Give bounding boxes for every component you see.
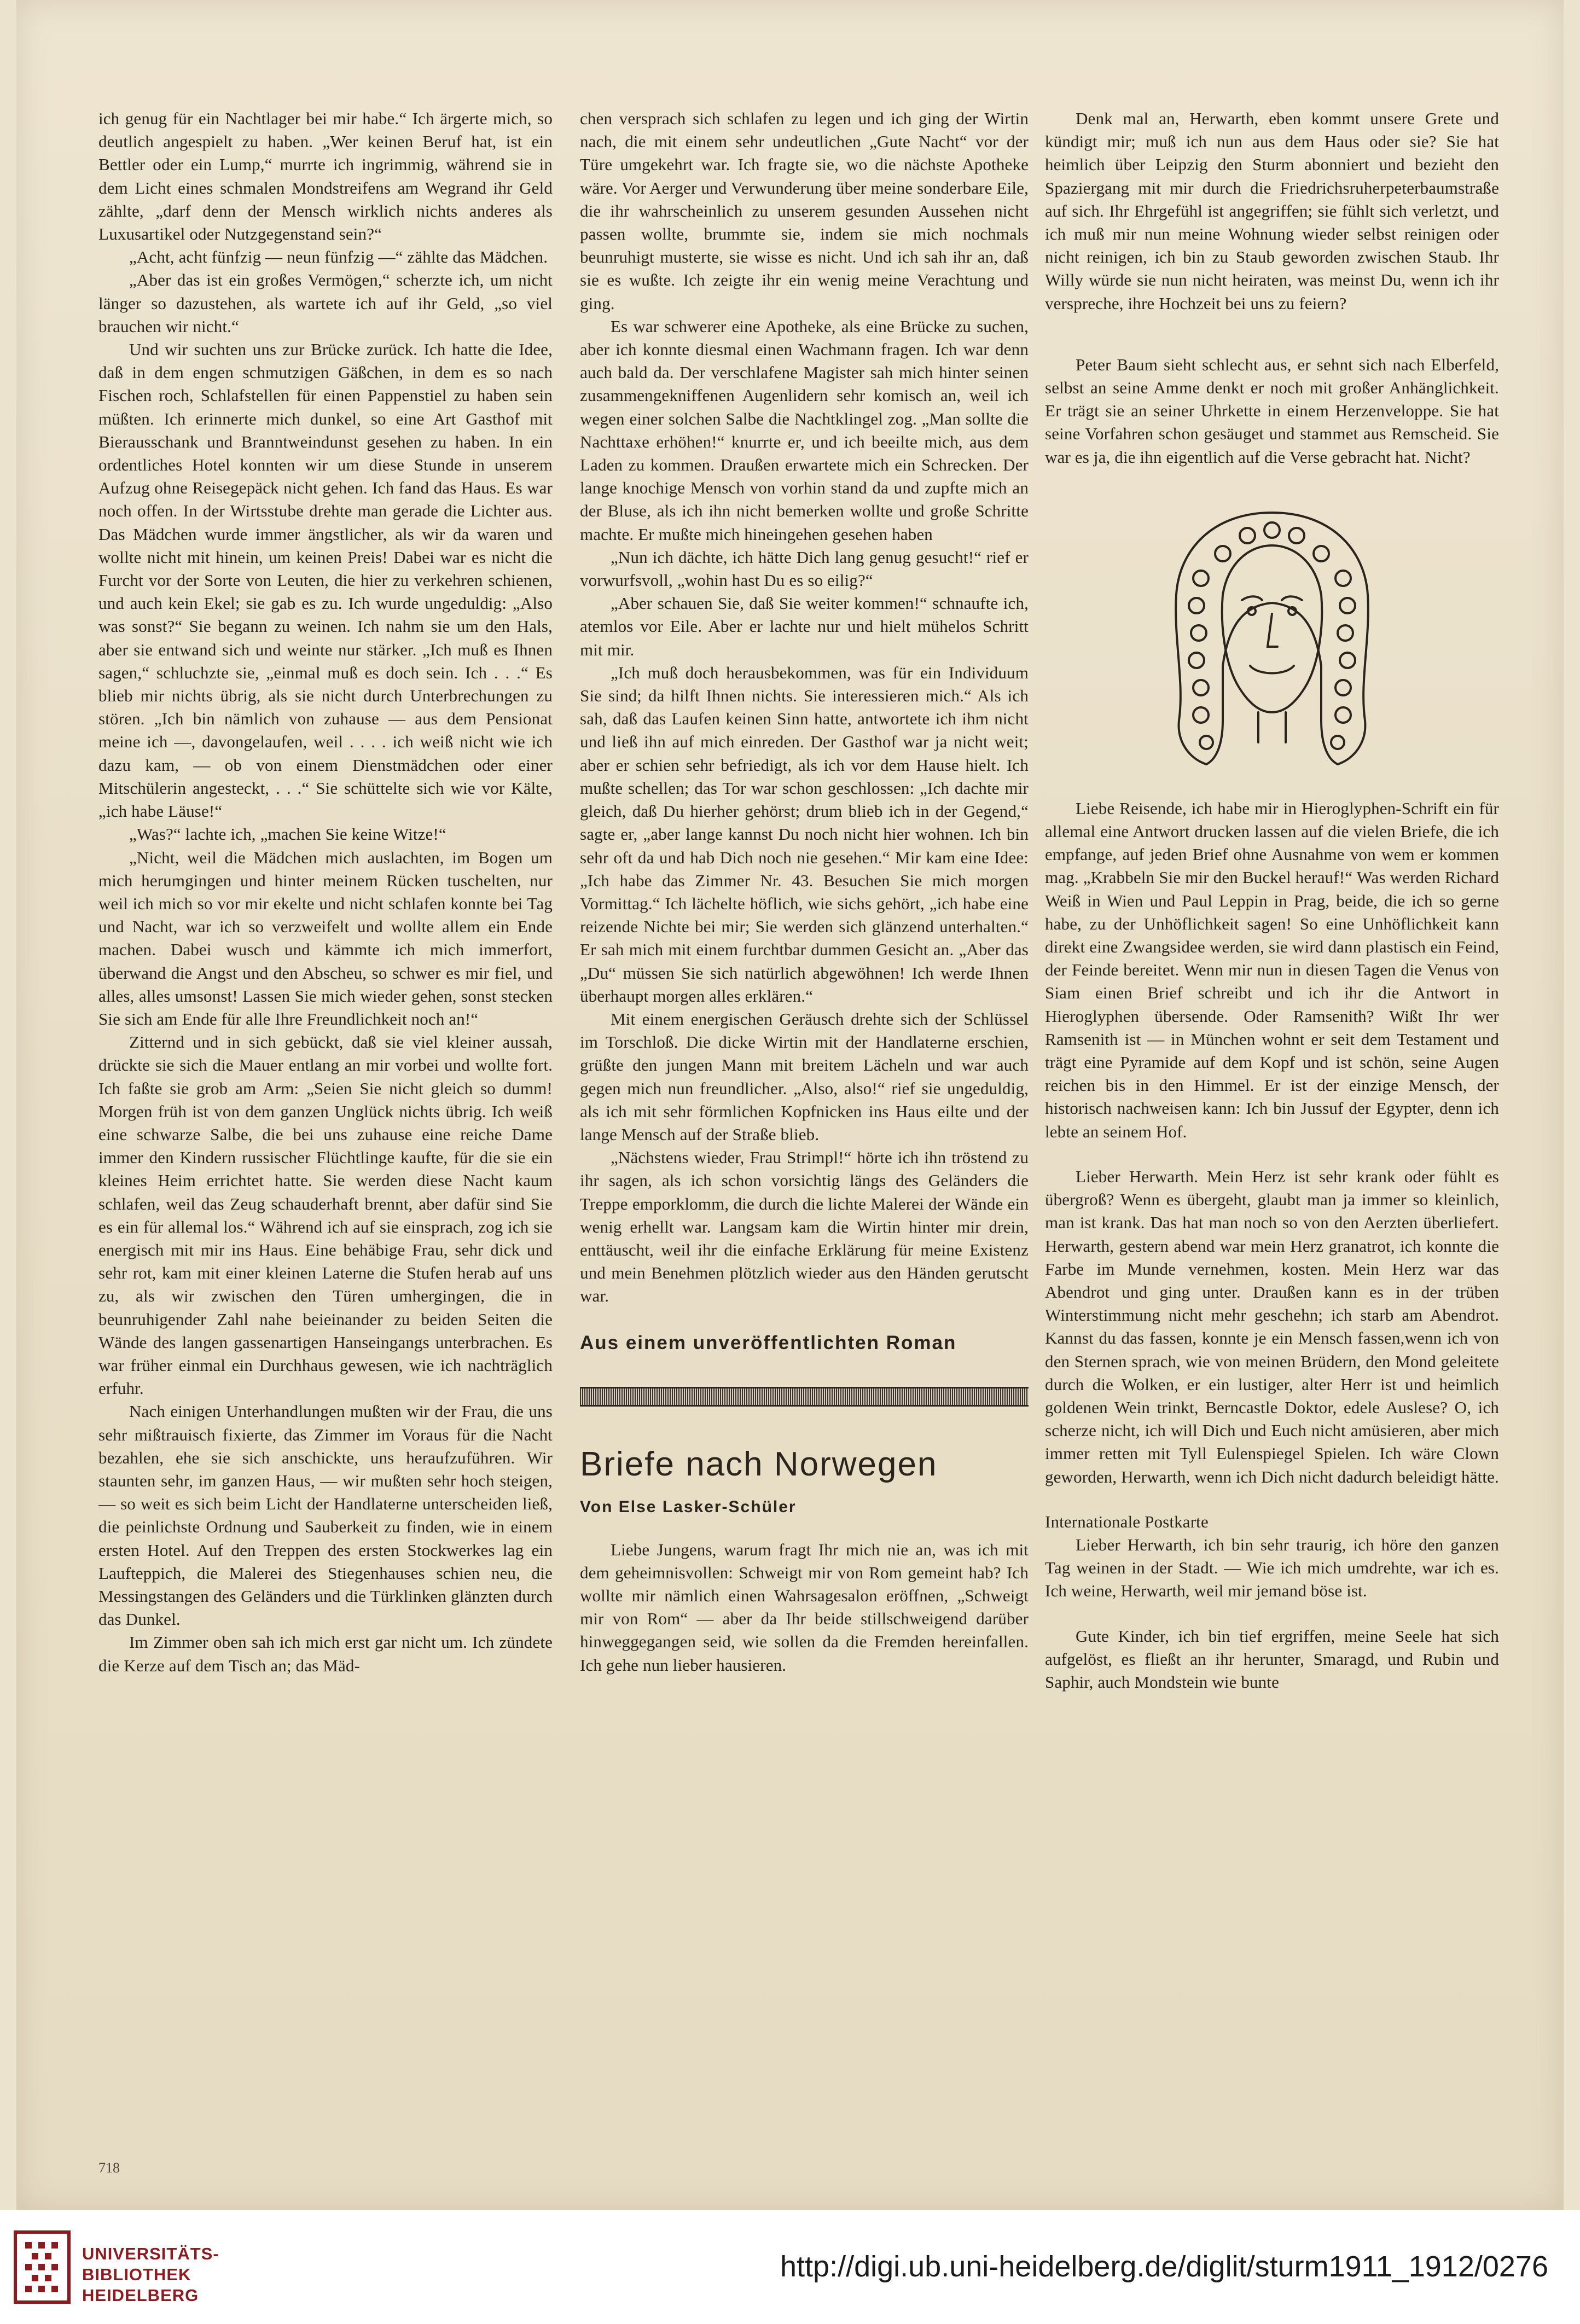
- paragraph: Und wir suchten uns zur Brücke zurück. Ich hatte die Idee, daß in dem engen schmutzigen Gäßchen, in dem es so nach Fischen roch, Schlafstellen für einen Pappenstiel zu haben sein müßten. Ich erinnerte mich dunkel, so eine Art Gasthof mit Bierausschank und Branntweindunst gesehen zu haben. In ein ordentliches Hotel konnten wir um diese Stunde in unserem Aufzug ohne Reisegepäck nicht gehen. Ich fand das Haus. Es war noch offen. In der Wirtsstube drehte man gerade die Lichter aus. Das Mädchen wurde immer ängstlicher, als wir da waren und wollte nicht mit hinein, um keinen Preis! Dabei war es nicht die Furcht vor der Sorte von Leuten, die hier zu verkehren schienen, und auch kein Ekel; sie gab es zu. Ich wurde ungeduldig: „Also was sonst?“ Sie begann zu weinen. Ich nahm sie um den Hals, aber sie entwand sich und weinte nur stärker. „Ich muß es Ihnen sagen,“ schluchzte sie, „einmal muß es doch sein. Ich . . .“ Es blieb mir nichts übrig, als sie nicht durch Unterbrechungen zu stören. „Ich bin nämlich von zuhause — aus dem Pensionat meine ich —, davongelaufen, weil . . . . ich weiß nicht wie ich dazu kam, — ob von einem Dienstmädchen oder einer Mitschülerin angesteckt, . . .“ Sie schüttelte sich wie vor Kälte, „ich habe Läuse!“: [98, 340, 553, 821]
- article-byline: Von Else Lasker-Schüler: [580, 1497, 797, 1516]
- paragraph: Peter Baum sieht schlecht aus, er sehnt sich nach Elberfeld, selbst an seine Amme denkt er noch mit großer Anhänglichkeit. Er trägt sie an seiner Uhrkette in einem Herzenveloppe. Sie hat seine Vorfahren schon gesäuget und stammet aus Remscheid. Sie war es ja, die ihn eigentlich auf die Verse gebracht hat. Nicht?: [1045, 355, 1499, 467]
- paragraph: Lieber Herwarth. Mein Herz ist sehr krank oder fühlt es übergroß? Wenn es übergeht, glaubt man ja immer so kleinlich, man ist krank. Das hat man noch so von den Aerzten überliefert. Herwarth, gestern abend war mein Herz granatrot, ich konnte die Farbe im Munde vernehmen, kosten. Mein Herz war das Abendrot und ging unter. Draußen kann es in der trüben Winterstimmung nicht mehr geschehn; ich starb am Abendrot. Kannst du das fassen, konnte je ein Mensch fassen,wenn ich von den Sternen sprach, wie von meinen Brüdern, den Mond geleitete durch die Wolken, er ein lustiger, alter Herr ist und heimlich goldenen Wein trinkt, Berncastle Doktor, edele Auslese? O, ich scherze nicht, ich will Dich und Euch nicht amüsieren, aber mich immer retten mit Tyll Eulenspiegel Spielen. Ich wäre Clown geworden, Herwarth, wenn ich Dich nicht dadurch beleidigt hätte.: [1045, 1166, 1499, 1486]
- paragraph: „Nun ich dächte, ich hätte Dich lang genug gesucht!“ rief er vorwurfsvoll, „wohin hast Du es so eilig?“: [580, 547, 1029, 590]
- paragraph: „Nicht, weil die Mädchen mich auslachten, im Bogen um mich herumgingen und hinter meinem Rücken tuschelten, nur weil ich mich so vor mir ekelte und nicht schlafen konnte bei Tag und Nacht, war ich so verzweifelt und wollte allem ein Ende machen. Dabei wusch und kämmte ich mich immerfort, überwand die Angst und den Abscheu, so schwer es mir fiel, und alles, alles umsonst! Lassen Sie mich wieder gehen, sonst stecken Sie sich am Ende für alle Ihre Freundlichkeit noch an!“: [98, 847, 553, 1029]
- paragraph: Zitternd und in sich gebückt, daß sie viel kleiner aussah, drückte sie sich die Mauer entlang an mir vorbei und wollte fort. Ich faßte sie grob am Arm: „Seien Sie nicht gleich so dumm! Morgen früh ist von dem ganzen Unglück nichts übrig. Ich weiß eine schwarze Salbe, die bei uns zuhause eine reiche Dame immer den Kindern russischer Flüchtlinge kaufte, für die sie ein kleines Heim errichtet hatte. Sie werden diese Nacht kaum schlafen, weil das Zeug schauderhaft brennt, aber dafür sind Sie es ein für allemal los.“ Während ich auf sie einsprach, zog ich sie energisch mit mir ins Haus. Eine behäbige Frau, sehr dick und sehr rot, kam mit einer kleinen Laterne die Stufen herab auf uns zu, als wir zwischen den Türen umhergingen, die in beunruhigender Zahl nahe beieinander zu beiden Seiten die Wände des langen gassenartigen Hanseingangs unterbrachen. Es war früher einmal ein Durchhaus gewesen, wie ich nachträglich erfuhr.: [98, 1032, 553, 1398]
- paragraph: chen versprach sich schlafen zu legen und ich ging der Wirtin nach, die mit einem sehr undeutlichen „Gute Nacht“ vor der Türe umgekehrt war. Ich fragte sie, wo die nächste Apotheke wäre. Vor Aerger und Verwunderung über meine sonderbare Eile, die ihr wahrscheinlich zu unserem gesunden Aussehen nicht passen wollte, brummte sie, indem sie mich nochmals beunruhigt musterte, sie wisse es nicht. Und ich sah ihr an, daß sie es wußte. Ich zeigte ihr ein wenig meine Verachtung und ging.: [580, 109, 1029, 313]
- portrait-drawing: [1146, 502, 1398, 775]
- story-caption: Aus einem unveröffentlichten Roman: [580, 1332, 957, 1353]
- paragraph: Lieber Herwarth, ich bin sehr traurig, ich höre den ganzen Tag weinen in der Stadt. — Wie ich mich umdrehte, war ich es. Ich weine, Herwarth, weil mir jemand böse ist.: [1045, 1535, 1499, 1601]
- paragraph: Es war schwerer eine Apotheke, als eine Brücke zu suchen, aber ich konnte diesmal einen Wachmann fragen. Ich war denn auch bald da. Der verschlafene Magister sah mich hinter seinen zusammengekniffenen Augenlidern sehr komisch an, weil ich wegen einer solchen Salbe die Nachtklingel zog. „Man sollte die Nachttaxe erhöhen!“ knurrte er, und ich beeilte mich, aus dem Laden zu kommen. Draußen erwartete mich ein Schrecken. Der lange knochige Mensch von vorhin stand da und zupfte mich an der Bluse, als ich ihn nicht bemerken wollte und große Schritte machte. Er mußte mich hineingehen gesehen haben: [580, 316, 1029, 544]
- paragraph: „Acht, acht fünfzig — neun fünfzig —“ zählte das Mädchen.: [129, 247, 548, 267]
- paragraph: Liebe Reisende, ich habe mir in Hieroglyphen-Schrift ein für allemal eine Antwort drucken lassen auf die vielen Briefe, die ich empfange, auf jeden Brief ohne Ausnahme von wem er kommen mag. „Krabbeln Sie mir den Buckel herauf!“ Was werden Richard Weiß in Wien und Paul Leppin in Prag, beide, die ich so gerne habe, zu der Unhöflichkeit sagen! So eine Unhöflichkeit kann direkt eine Zwangsidee werden, sie wird dann plastisch ein Feind, der Feinde bereitet. Wenn mir nun in diesen Tagen die Venus von Siam einen Brief schreibt und ich ihr die Antwort in Hieroglyphen übersende. Oder Ramsenith? Wißt Ihr wer Ramsenith ist — in München wohnt er seit dem Testament und trägt eine Pyramide auf dem Kopf und ist schön, seine Augen reichen bis in den Himmel. Er ist der einzige Mensch, der historisch nachweisen kann: Ich bin Jussuf der Egypter, denn ich lebte an seinem Hof.: [1045, 798, 1499, 1141]
- paragraph: Gute Kinder, ich bin tief ergriffen, meine Seele hat sich aufgelöst, es fließt an ihr herunter, Smaragd, und Rubin und Saphir, auch Mondstein wie bunte: [1045, 1626, 1499, 1692]
- column-middle: [580, 107, 1029, 2153]
- article-headline: Briefe nach Norwegen: [580, 1445, 938, 1483]
- paragraph: Im Zimmer oben sah ich mich erst gar nicht um. Ich zündete die Kerze auf dem Tisch an; das Mäd-: [98, 1632, 553, 1675]
- library-name-line3: HEIDELBERG: [82, 2286, 199, 2305]
- paragraph: Nach einigen Unterhandlungen mußten wir der Frau, die uns sehr mißtrauisch fixierte, das Zimmer im Voraus für die Nacht bezahlen, ehe sie sich anschickte, uns heraufzuführen. Wir staunten sehr, im ganzen Haus, — wir mußten sehr hoch steigen, — so weit es sich beim Licht der Handlaterne unterscheiden ließ, die peinlichste Ordnung und Sauberkeit zu finden, wie in einem ersten Hotel. Auf den Treppen des ersten Stockwerkes lag ein Laufteppich, die Malerei des Stiegenhauses schien neu, die Messingstangen des Geländers und die Türklinken glänzten durch das Dunkel.: [98, 1402, 553, 1629]
- page-number: 718: [98, 2160, 120, 2176]
- paragraph: „Was?“ lachte ich, „machen Sie keine Witze!“: [129, 824, 446, 844]
- university-seal-icon: [12, 2229, 72, 2305]
- column-right: [1045, 107, 1499, 2153]
- source-url[interactable]: http://digi.ub.uni-heidelberg.de/diglit/sturm1911_1912/0276: [780, 2250, 1548, 2283]
- library-name-line2: BIBLIOTHEK: [82, 2265, 191, 2284]
- ornamental-divider: [580, 1387, 1029, 1407]
- newspaper-page: [16, 0, 1564, 2210]
- paragraph: Liebe Jungens, warum fragt Ihr mich nie an, was ich mit dem geheimnisvollen: Schweigt mir von Rom gemeint hab? Ich wollte mir nämlich einen Wahrsagesalon eröffnen, „Schweigt mir von Rom“ — aber da Ihr beide stillschweigend darüber hinweggegangen seid, wie sollen da die Fremden hereinfallen. Ich gehe nun lieber hausieren.: [580, 1539, 1029, 1675]
- paragraph: „Aber das ist ein großes Vermögen,“ scherzte ich, um nicht länger so dazustehen, als wartete ich auf ihr Geld, „so viel brauchen wir nicht.“: [98, 270, 553, 336]
- paragraph: „Aber schauen Sie, daß Sie weiter kommen!“ schnaufte ich, atemlos vor Eile. Aber er lachte nur und hielt mühelos Schritt mit mir.: [580, 594, 1029, 659]
- postcard-heading: Internationale Postkarte: [1045, 1512, 1209, 1531]
- library-name-line1: UNIVERSITÄTS-: [82, 2244, 219, 2263]
- paragraph: „Nächstens wieder, Frau Strimpl!“ hörte ich ihn tröstend zu ihr sagen, als ich schon vorsichtig längs des Geländers die Treppe emporklomm, die durch die lichte Malerei der Wände ein wenig erhellt war. Langsam kam die Wirtin hinter mir drein, enttäuscht, weil ihr die einfache Erklärung für meine Existenz und mein Benehmen plötzlich wieder aus den Händen gerutscht war.: [580, 1148, 1029, 1306]
- paragraph: „Ich muß doch herausbekommen, was für ein Individuum Sie sind; da hilft Ihnen nichts. Sie interessieren mich.“ Als ich sah, daß das Laufen keinen Sinn hatte, antwortete ich ihm nicht und ließ ihn auf mich einreden. Der Gasthof war ja nicht weit; aber er schien sehr befriedigt, als ich vor dem Hause hielt. Ich mußte schellen; das Tor war schon geschlossen: „Ich dachte mir gleich, daß Du hierher gehörst; drum blieb ich in der Gegend,“ sagte er, „aber lange kannst Du noch nicht hier wohnen. Ich bin sehr oft da und hab Dich noch nie gesehen.“ Mir kam eine Idee: „Ich habe das Zimmer Nr. 43. Besuchen Sie mich morgen Vormittag.“ Ich lächelte höflich, wie sichs gehört, „ich habe eine reizende Nichte bei mir; Sie werden sich glänzend unterhalten.“ Er sah mich mit einem furchtbar dummen Gesicht an. „Aber das „Du“ müssen Sie sich natürlich abgewöhnen! Ich werde Ihnen überhaupt morgen alles erklären.“: [580, 663, 1029, 1006]
- column-left: [98, 107, 553, 2153]
- paragraph: ich genug für ein Nachtlager bei mir habe.“ Ich ärgerte mich, so deutlich angespielt zu haben. „Wer keinen Beruf hat, ist ein Bettler oder ein Lump,“ murrte ich ingrimmig, während sie in dem Licht eines schmalen Mondstreifens am Wegrand ihr Geld zählte, „darf denn der Mensch wirklich nichts anderes als Luxusartikel oder Nutzgegenstand sein?“: [98, 109, 553, 244]
- paragraph: Mit einem energischen Geräusch drehte sich der Schlüssel im Torschloß. Die dicke Wirtin mit der Handlaterne erschien, grüßte den jungen Mann mit breitem Lächeln und war auch gegen mich nun freundlicher. „Also, also!“ rief sie ungeduldig, als ich mit sehr förmlichen Kopfnicken ins Haus eilte und der lange Mensch auf der Straße blieb.: [580, 1009, 1029, 1144]
- paragraph: Denk mal an, Herwarth, eben kommt unsere Grete und kündigt mir; muß ich nun aus dem Haus oder sie? Sie hat heimlich über Leipzig den Sturm abonniert und bezieht den Spaziergang mit mir durch die Friedrichsruherpeterbaumstraße auf sich. Ihr Ehrgefühl ist angegriffen; sie fühlt sich verletzt, und ich muß mir nun meine Wohnung wieder selbst reinigen oder nicht reinigen, ich bin zu Staub geworden zwischen Staub. Ihr Willy würde sie nun nicht heiraten, was meinst Du, wenn ich ihr verspreche, ihre Hochzeit bei uns zu feiern?: [1045, 109, 1499, 313]
- digitization-footer: [0, 2210, 1580, 2324]
